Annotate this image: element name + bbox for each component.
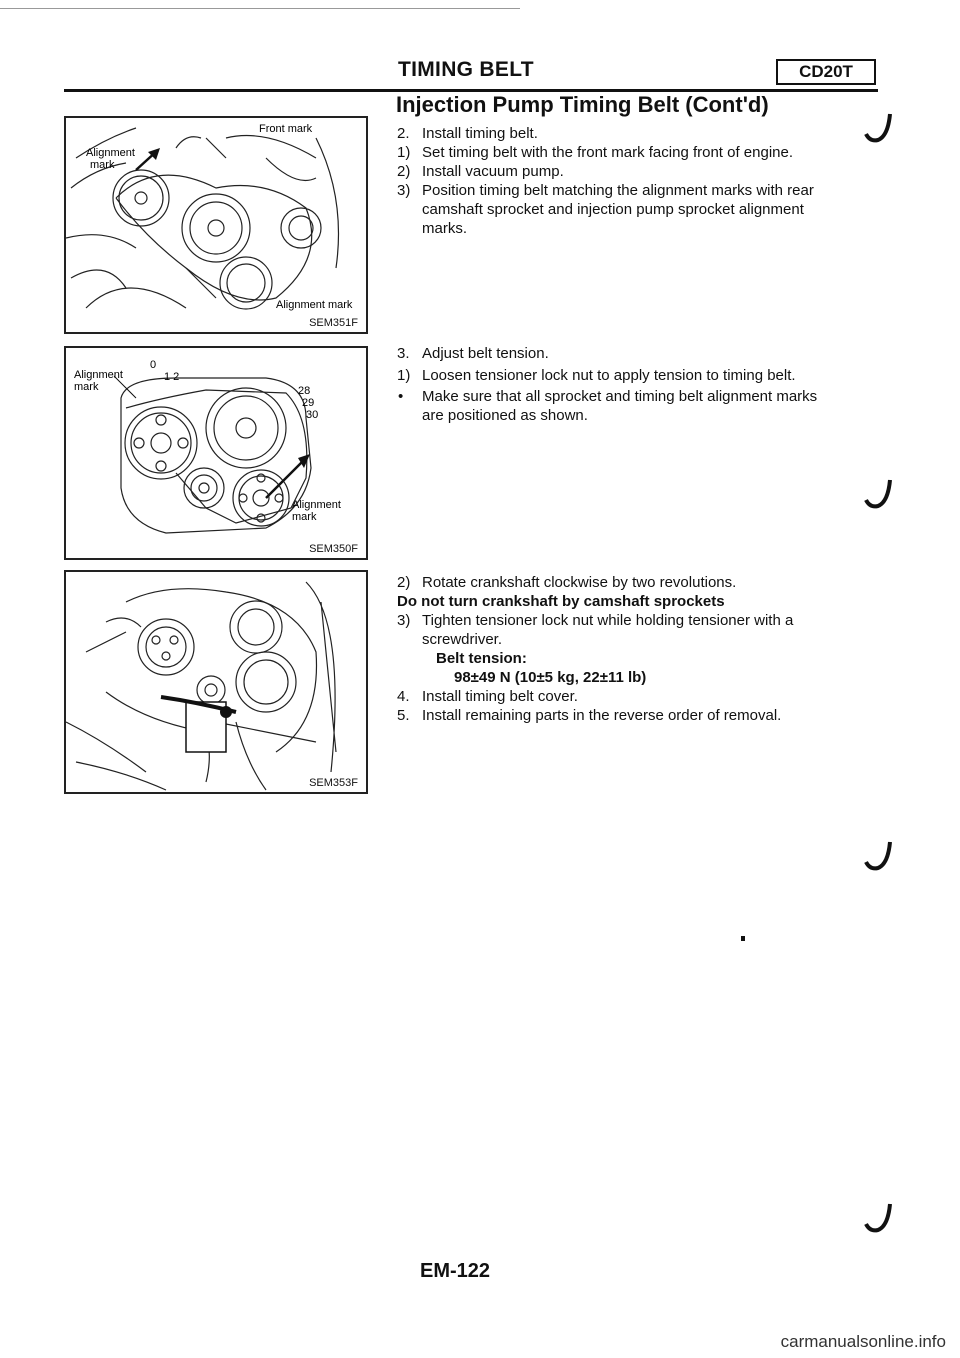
fig1-label-alignment: Alignment bbox=[86, 147, 135, 159]
figure-tension-adjust bbox=[64, 570, 368, 794]
substep-rotate-text: Rotate crankshaft clockwise by two revolutions. bbox=[422, 574, 737, 591]
substep-3-number: 3) bbox=[397, 182, 411, 199]
page-number: EM-122 bbox=[420, 1260, 491, 1282]
checkmark-icon bbox=[862, 110, 902, 150]
bullet-line1: Make sure that all sprocket and timing belt alignment marks bbox=[422, 388, 818, 405]
section-title: Injection Pump Timing Belt (Cont'd) bbox=[396, 92, 769, 117]
checkmark-icon bbox=[862, 838, 902, 878]
substep-3-line2: camshaft sprocket and injection pump sprocket alignment bbox=[422, 201, 804, 218]
figure-code: SEM350F bbox=[309, 543, 358, 555]
substep-rotate-number: 2) bbox=[397, 574, 411, 591]
step-5-number: 5. bbox=[397, 707, 410, 724]
bullet-line2: are positioned as shown. bbox=[422, 407, 588, 424]
fig2-label-one-two: 1 2 bbox=[164, 371, 180, 383]
fig2-label-zero: 0 bbox=[150, 359, 157, 371]
substep-3-line3: marks. bbox=[422, 220, 467, 237]
fig2-label-28: 28 bbox=[298, 385, 311, 397]
engine-code-badge: CD20T bbox=[776, 59, 876, 85]
substep-2-number: 2) bbox=[397, 163, 411, 180]
substep-3-line1: Position timing belt matching the alignment marks with rear bbox=[422, 182, 814, 199]
page-header-title: TIMING BELT bbox=[398, 58, 534, 81]
step-2-number: 2. bbox=[397, 125, 410, 142]
fig2-label-alignment: Alignment bbox=[74, 369, 123, 381]
substep-2-text: Install vacuum pump. bbox=[422, 163, 564, 180]
step-4-text: Install timing belt cover. bbox=[422, 688, 578, 705]
spec-value: 98±49 N (10±5 kg, 22±11 lb) bbox=[454, 669, 647, 686]
figure-code: SEM351F bbox=[309, 317, 358, 329]
step-4-number: 4. bbox=[397, 688, 410, 705]
step-3-number: 3. bbox=[397, 345, 410, 362]
substep-tighten-line2: screwdriver. bbox=[422, 631, 503, 648]
figure-alignment-marks bbox=[64, 346, 368, 560]
step-3-substep-1-number: 1) bbox=[397, 367, 411, 384]
figure-front-mark bbox=[64, 116, 368, 334]
fig1-label-front-mark: Front mark bbox=[259, 123, 313, 135]
tensioner-illustration bbox=[66, 572, 366, 792]
substep-1-text: Set timing belt with the front mark facing front of engine. bbox=[422, 144, 794, 161]
top-scan-line bbox=[0, 8, 520, 9]
watermark: carmanualsonline.info bbox=[780, 1332, 946, 1351]
step-2-text: Install timing belt. bbox=[422, 125, 538, 142]
figure-code: SEM353F bbox=[309, 777, 358, 789]
fig2-label-29: 29 bbox=[302, 397, 315, 409]
fig2-label-mark: mark bbox=[74, 381, 99, 393]
fig2-label-alignment-2: Alignment bbox=[292, 499, 341, 511]
warning-text: Do not turn crankshaft by camshaft sprockets bbox=[397, 593, 725, 610]
substep-1-number: 1) bbox=[397, 144, 411, 161]
sprocket-diagram bbox=[66, 348, 366, 558]
step-5-text: Install remaining parts in the reverse order of removal. bbox=[422, 707, 782, 724]
fig1-label-mark: mark bbox=[90, 159, 115, 171]
substep-tighten-line1: Tighten tensioner lock nut while holding tensioner with a bbox=[422, 612, 794, 629]
step-3-text: Adjust belt tension. bbox=[422, 345, 549, 362]
fig2-label-30: 30 bbox=[306, 409, 319, 421]
bullet-marker: • bbox=[398, 388, 404, 405]
checkmark-icon bbox=[862, 476, 902, 516]
fig2-label-mark-2: mark bbox=[292, 511, 317, 523]
engine-illustration bbox=[66, 118, 366, 332]
fig1-label-alignment-mark: Alignment mark bbox=[276, 299, 353, 311]
stray-dot bbox=[741, 936, 745, 941]
checkmark-icon bbox=[862, 1200, 902, 1240]
substep-tighten-number: 3) bbox=[397, 612, 411, 629]
spec-label: Belt tension: bbox=[436, 650, 527, 667]
step-3-substep-1-text: Loosen tensioner lock nut to apply tension to timing belt. bbox=[422, 367, 796, 384]
